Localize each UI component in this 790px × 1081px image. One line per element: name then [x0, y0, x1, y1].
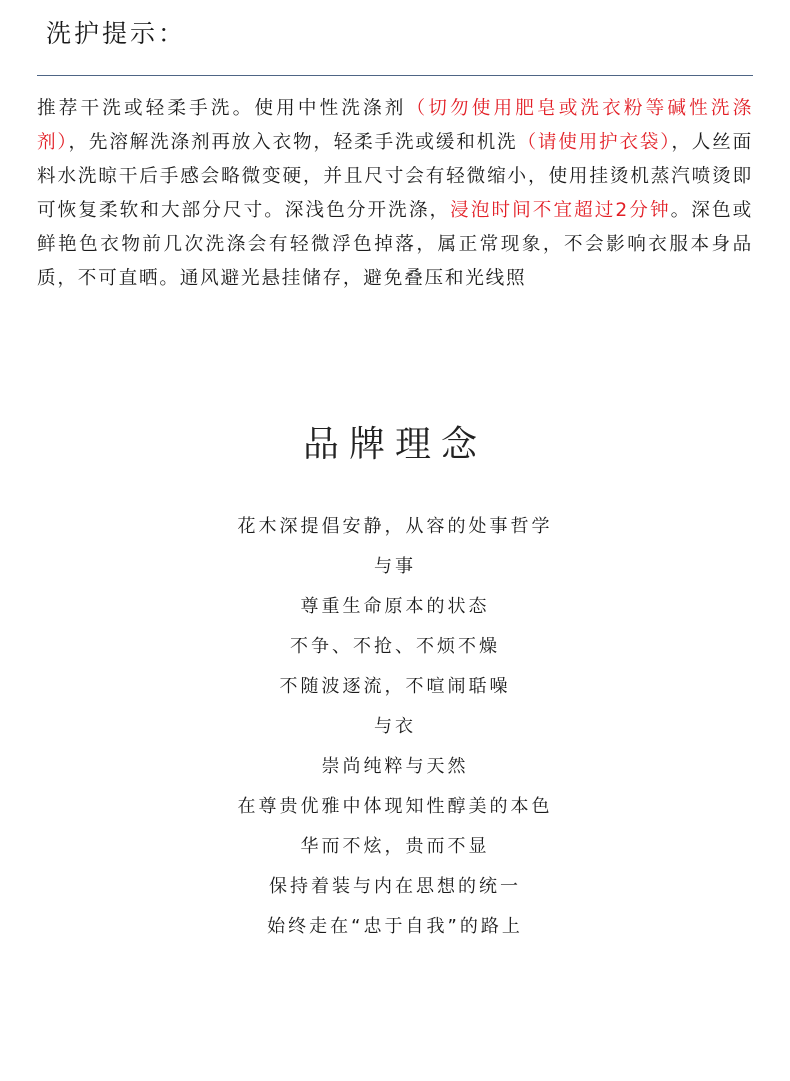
brand-line: 保持着装与内在思想的统一: [269, 876, 521, 897]
brand-line: 在尊贵优雅中体现知性醇美的本色: [237, 796, 553, 817]
brand-line: 始终走在“忠于自我”的路上: [267, 916, 523, 937]
brand-philosophy-title: 品牌理念: [302, 424, 487, 465]
brand-line: 与事: [374, 556, 416, 577]
care-text: ，人丝面料水洗晾干后手感会略微变硬，并且尺寸会有轻微缩小，使用挂烫机蒸汽喷烫即可恢复柔软和大部分尺寸。深浅色分开洗涤，: [37, 132, 753, 221]
brand-line: 华而不炫，贵而不显: [300, 836, 490, 857]
care-instructions-title: 洗护提示：: [46, 19, 187, 48]
care-text: 推荐干洗或轻柔手洗。使用中性洗涤剂: [37, 98, 407, 119]
care-text: ，先溶解洗涤剂再放入衣物，轻柔手洗或缓和机洗: [68, 132, 518, 153]
care-warning-text: （请使用护衣袋）: [517, 132, 672, 153]
brand-line: 不争、不抢、不烦不燥: [290, 636, 500, 657]
brand-line: 与衣: [374, 716, 416, 737]
care-instructions-body: [37, 92, 753, 296]
brand-philosophy-lines: [0, 507, 790, 947]
brand-line: 花木深提倡安静，从容的处事哲学: [237, 516, 553, 537]
care-text: 。深色或鲜艳色衣物前几次洗涤会有轻微浮色掉落，属正常现象，不会影响衣服本身品质，不可直晒。通风避光悬挂储存，避免叠压和光线照: [37, 200, 753, 289]
brand-line: 尊重生命原本的状态: [300, 596, 490, 617]
care-warning-text: 浸泡时间不宜超过2分钟: [450, 200, 671, 221]
brand-line: 崇尚纯粹与天然: [321, 756, 469, 777]
section-divider: [37, 75, 753, 76]
care-warning-text: （切勿使用肥皂或洗衣粉等碱性洗涤剂）: [37, 98, 753, 153]
brand-line: 不随波逐流，不喧闹聒噪: [279, 676, 511, 697]
